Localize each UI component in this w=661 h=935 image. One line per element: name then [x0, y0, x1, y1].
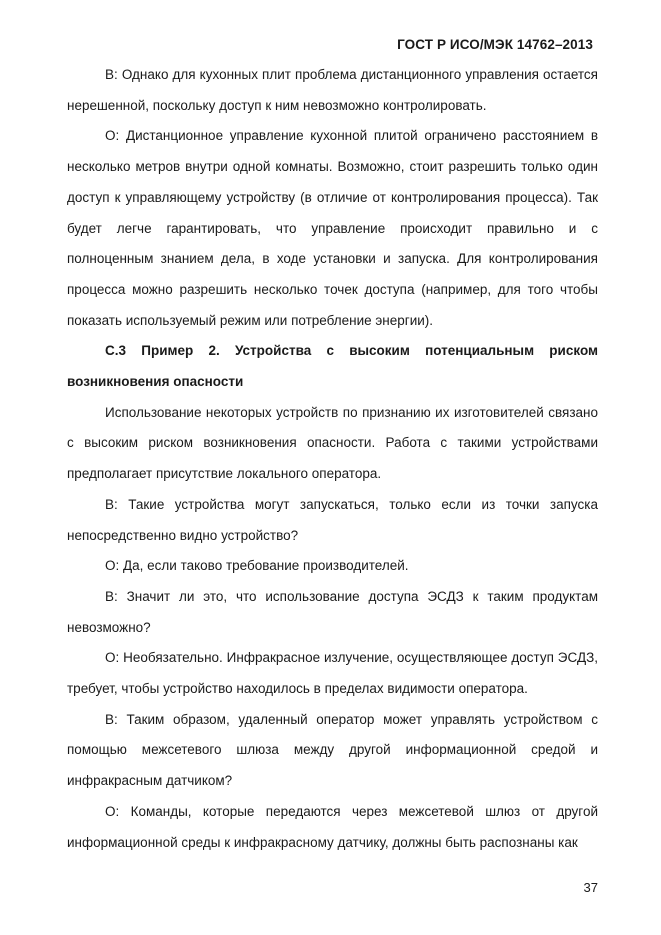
standard-header: ГОСТ Р ИСО/МЭК 14762–2013: [397, 37, 593, 52]
paragraph-question-gateway: В: Таким образом, удаленный оператор может управлять устройством с помощью межсетевого шлюза между другой информационной средой и инфракрасным датчиком?: [67, 711, 598, 789]
paragraph-question-start-point: В: Такие устройства могут запускаться, только если из точки запуска непосредственно видно устройство?: [67, 496, 598, 543]
paragraph-answer-infrared: О: Необязательно. Инфракрасное излучение, осуществляющее доступ ЭСДЗ, требует, чтобы устройство находилось в пределах видимости оператора.: [67, 650, 598, 697]
page-number: 37: [583, 880, 598, 895]
paragraph-question-stoves: В: Однако для кухонных плит проблема дистанционного управления остается нерешенной, поскольку доступ к ним невозможно контролировать.: [67, 67, 598, 113]
section-heading-c3: С.3 Пример 2. Устройства с высоким потенциальным риском возникновения опасности: [67, 343, 598, 390]
body-text: [67, 60, 598, 858]
paragraph-answer-commands: О: Команды, которые передаются через межсетевой шлюз от другой информационной среды к инфракрасному датчику, должны быть распознаны как: [67, 803, 598, 850]
paragraph-question-esdz: В: Значит ли это, что использование доступа ЭСДЗ к таким продуктам невозможно?: [67, 588, 598, 635]
paragraph-answer-yes: О: Да, если таково требование производителей.: [105, 558, 409, 574]
paragraph-high-risk-devices: Использование некоторых устройств по признанию их изготовителей связано с высоким риском возникновения опасности. Работа с такими устройствами предполагает присутствие локального оператора.: [67, 404, 598, 482]
paragraph-answer-remote-control: О: Дистанционное управление кухонной плитой ограничено расстоянием в несколько метров внутри одной комнаты. Возможно, стоит разрешить только один доступ к управляющему устройству (в отличие от контролирования процесса). Так будет легче гарантировать, что управление происходит правильно и с полноценным знанием дела, в ходе установки и запуска. Для контролирования процесса можно разрешить несколько точек доступа (например, для того чтобы показать используемый режим или потребление энергии).: [67, 128, 598, 328]
